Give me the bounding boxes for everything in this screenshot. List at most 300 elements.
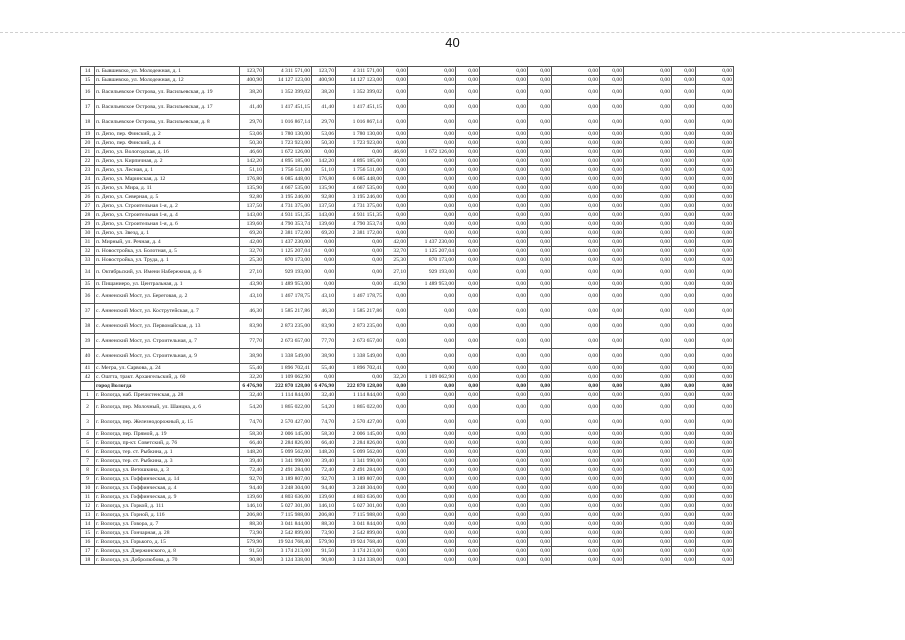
amount-cell: 0,00 xyxy=(696,100,734,115)
table-row xyxy=(81,439,734,448)
amount-cell: 0,00 xyxy=(624,202,672,211)
area-cell: 0,00 xyxy=(384,175,408,184)
amount-cell: 0,00 xyxy=(624,502,672,511)
area-cell: 0,00 xyxy=(600,319,624,334)
amount-cell: 0,00 xyxy=(696,130,734,139)
amount-cell: 0,00 xyxy=(480,334,528,349)
table-row xyxy=(81,130,734,139)
amount-cell: 2 284 826,00 xyxy=(264,439,312,448)
area-cell: 50,30 xyxy=(240,139,264,148)
area-cell: 0,00 xyxy=(528,520,552,529)
amount-cell: 0,00 xyxy=(480,220,528,229)
area-cell: 0,00 xyxy=(672,529,696,538)
address-cell: г. Вологда, ул. Дзержинского, д. 8 xyxy=(95,547,240,556)
area-cell: 51,10 xyxy=(312,166,336,175)
area-cell: 74,70 xyxy=(240,415,264,430)
table-row xyxy=(81,484,734,493)
area-cell: 92,80 xyxy=(240,193,264,202)
area-cell: 0,00 xyxy=(456,148,480,157)
amount-cell: 0,00 xyxy=(696,238,734,247)
amount-cell: 0,00 xyxy=(480,289,528,304)
area-cell: 0,00 xyxy=(672,304,696,319)
amount-cell: 0,00 xyxy=(408,193,456,202)
area-cell: 0,00 xyxy=(600,556,624,565)
amount-cell: 0,00 xyxy=(696,547,734,556)
amount-cell: 0,00 xyxy=(624,67,672,76)
amount-cell: 0,00 xyxy=(480,349,528,364)
amount-cell: 0,00 xyxy=(696,334,734,349)
amount-cell: 6 085 448,00 xyxy=(264,175,312,184)
amount-cell: 0,00 xyxy=(408,493,456,502)
area-cell: 0,00 xyxy=(528,364,552,373)
area-cell: 0,00 xyxy=(672,334,696,349)
area-cell: 142,20 xyxy=(240,157,264,166)
amount-cell: 1 114 844,00 xyxy=(336,391,384,400)
amount-cell: 0,00 xyxy=(624,304,672,319)
address-cell: г. Вологда, ул. Гоффинческая, д. 14 xyxy=(95,475,240,484)
amount-cell: 0,00 xyxy=(480,448,528,457)
amount-cell: 0,00 xyxy=(624,238,672,247)
area-cell: 0,00 xyxy=(600,229,624,238)
table-row xyxy=(81,493,734,502)
amount-cell: 0,00 xyxy=(480,556,528,565)
amount-cell: 0,00 xyxy=(336,238,384,247)
amount-cell: 0,00 xyxy=(696,166,734,175)
area-cell: 90,80 xyxy=(312,556,336,565)
table-row xyxy=(81,238,734,247)
area-cell: 0,00 xyxy=(384,193,408,202)
area-cell: 0,00 xyxy=(456,391,480,400)
area-cell: 0,00 xyxy=(672,448,696,457)
amount-cell: 2 542 899,00 xyxy=(264,529,312,538)
area-cell: 0,00 xyxy=(528,148,552,157)
area-cell: 88,30 xyxy=(312,520,336,529)
amount-cell: 0,00 xyxy=(696,439,734,448)
area-cell: 0,00 xyxy=(456,247,480,256)
address-cell: п. Бывшевско, ул. Молодежная, д. 1 xyxy=(95,67,240,76)
amount-cell: 4 895 185,00 xyxy=(264,157,312,166)
area-cell: 0,00 xyxy=(456,229,480,238)
amount-cell: 870 173,00 xyxy=(408,256,456,265)
area-cell: 55,40 xyxy=(312,364,336,373)
area-cell: 0,00 xyxy=(528,238,552,247)
area-cell: 0,00 xyxy=(528,334,552,349)
amount-cell: 0,00 xyxy=(480,211,528,220)
area-cell: 0,00 xyxy=(600,220,624,229)
area-cell: 38,90 xyxy=(312,349,336,364)
area-cell: 0,00 xyxy=(600,391,624,400)
area-cell: 32,70 xyxy=(240,247,264,256)
row-number-cell: 41 xyxy=(81,364,95,373)
amount-cell: 0,00 xyxy=(480,247,528,256)
area-cell: 43,10 xyxy=(312,289,336,304)
amount-cell: 0,00 xyxy=(408,202,456,211)
amount-cell: 0,00 xyxy=(408,448,456,457)
area-cell: 29,70 xyxy=(312,115,336,130)
area-cell: 0,00 xyxy=(672,547,696,556)
amount-cell: 0,00 xyxy=(480,439,528,448)
area-cell: 0,00 xyxy=(528,184,552,193)
area-cell: 148,20 xyxy=(240,448,264,457)
amount-cell: 2 873 235,00 xyxy=(336,319,384,334)
area-cell: 72,40 xyxy=(312,466,336,475)
area-cell: 32,40 xyxy=(240,391,264,400)
amount-cell: 0,00 xyxy=(552,484,600,493)
amount-cell: 3 174 213,00 xyxy=(264,547,312,556)
address-cell: п. Депо, ул. Лесная, д. 1 xyxy=(95,166,240,175)
area-cell: 0,00 xyxy=(456,67,480,76)
address-cell: п. Депо, ул. Северная, д. 5 xyxy=(95,193,240,202)
table-row xyxy=(81,400,734,415)
area-cell: 46,30 xyxy=(240,304,264,319)
amount-cell: 0,00 xyxy=(480,157,528,166)
amount-cell: 4 803 636,00 xyxy=(336,493,384,502)
amount-cell: 3 195 246,00 xyxy=(336,193,384,202)
amount-cell: 0,00 xyxy=(624,139,672,148)
amount-cell: 1 756 511,00 xyxy=(264,166,312,175)
area-cell: 176,80 xyxy=(240,175,264,184)
area-cell: 46,30 xyxy=(312,304,336,319)
amount-cell: 0,00 xyxy=(552,364,600,373)
amount-cell: 0,00 xyxy=(480,85,528,100)
table-row xyxy=(81,511,734,520)
table-row xyxy=(81,475,734,484)
area-cell: 0,00 xyxy=(528,166,552,175)
area-cell: 142,20 xyxy=(312,157,336,166)
area-cell: 579,90 xyxy=(312,538,336,547)
address-cell: с. Анненский Мост, ул. Первомайская, д. 13 xyxy=(95,319,240,334)
amount-cell: 0,00 xyxy=(552,511,600,520)
amount-cell: 0,00 xyxy=(552,280,600,289)
address-cell: город Вологда xyxy=(95,382,240,391)
amount-cell: 0,00 xyxy=(480,457,528,466)
amount-cell: 0,00 xyxy=(480,415,528,430)
amount-cell: 2 006 145,00 xyxy=(336,430,384,439)
amount-cell: 0,00 xyxy=(624,373,672,382)
amount-cell: 0,00 xyxy=(480,256,528,265)
amount-cell: 2 381 172,00 xyxy=(336,229,384,238)
housing-table xyxy=(80,66,734,565)
row-number-cell: 26 xyxy=(81,193,95,202)
area-cell: 0,00 xyxy=(456,289,480,304)
address-cell: г. Вологда, ул. Горной, д. 116 xyxy=(95,511,240,520)
address-cell: г. Вологда, ул. Говора, д. 7 xyxy=(95,520,240,529)
amount-cell: 1 016 867,14 xyxy=(264,115,312,130)
area-cell: 0,00 xyxy=(672,130,696,139)
address-cell: с. Анненский Мост, ул. Строительная, д. 7 xyxy=(95,334,240,349)
amount-cell: 0,00 xyxy=(408,556,456,565)
amount-cell: 0,00 xyxy=(552,349,600,364)
area-cell: 176,80 xyxy=(312,175,336,184)
area-cell: 0,00 xyxy=(672,466,696,475)
amount-cell: 0,00 xyxy=(408,100,456,115)
area-cell: 146,10 xyxy=(240,502,264,511)
amount-cell: 0,00 xyxy=(696,400,734,415)
area-cell: 41,40 xyxy=(240,100,264,115)
area-cell: 0,00 xyxy=(456,484,480,493)
address-cell: п. Депо, ул. Маринская, д. 12 xyxy=(95,175,240,184)
amount-cell: 3 041 844,00 xyxy=(264,520,312,529)
row-number-cell: 22 xyxy=(81,157,95,166)
row-number-cell: 25 xyxy=(81,184,95,193)
amount-cell: 3 248 304,00 xyxy=(264,484,312,493)
amount-cell: 0,00 xyxy=(624,130,672,139)
table-row xyxy=(81,202,734,211)
amount-cell: 19 924 768,40 xyxy=(264,538,312,547)
row-number-cell: 2 xyxy=(81,400,95,415)
area-cell: 0,00 xyxy=(528,475,552,484)
area-cell: 0,00 xyxy=(384,415,408,430)
amount-cell: 0,00 xyxy=(552,373,600,382)
area-cell: 0,00 xyxy=(456,166,480,175)
amount-cell: 0,00 xyxy=(408,511,456,520)
area-cell: 92,80 xyxy=(312,193,336,202)
amount-cell: 0,00 xyxy=(552,415,600,430)
area-cell: 0,00 xyxy=(672,193,696,202)
area-cell: 0,00 xyxy=(384,130,408,139)
amount-cell: 0,00 xyxy=(696,139,734,148)
page-number: 40 xyxy=(445,35,460,50)
amount-cell: 0,00 xyxy=(552,220,600,229)
table-row xyxy=(81,529,734,538)
area-cell: 0,00 xyxy=(528,538,552,547)
area-cell: 0,00 xyxy=(672,280,696,289)
table-body xyxy=(81,67,734,565)
area-cell: 0,00 xyxy=(384,67,408,76)
row-number-cell: 36 xyxy=(81,289,95,304)
address-cell: г. Вологда, ул. Гончарная, д. 28 xyxy=(95,529,240,538)
amount-cell: 0,00 xyxy=(696,115,734,130)
amount-cell: 1 672 126,00 xyxy=(264,148,312,157)
area-cell: 0,00 xyxy=(528,457,552,466)
area-cell: 91,50 xyxy=(240,547,264,556)
amount-cell: 0,00 xyxy=(624,193,672,202)
area-cell: 91,50 xyxy=(312,547,336,556)
amount-cell: 0,00 xyxy=(552,115,600,130)
amount-cell: 0,00 xyxy=(624,319,672,334)
area-cell: 0,00 xyxy=(456,520,480,529)
amount-cell: 0,00 xyxy=(624,400,672,415)
table-row xyxy=(81,148,734,157)
table-row xyxy=(81,304,734,319)
area-cell: 400,90 xyxy=(312,76,336,85)
area-cell: 25,30 xyxy=(240,256,264,265)
amount-cell: 0,00 xyxy=(552,193,600,202)
table-row xyxy=(81,289,734,304)
amount-cell: 0,00 xyxy=(408,466,456,475)
area-cell: 400,90 xyxy=(240,76,264,85)
amount-cell: 870 173,00 xyxy=(264,256,312,265)
amount-cell: 0,00 xyxy=(624,538,672,547)
area-cell: 0,00 xyxy=(384,391,408,400)
area-cell: 94,40 xyxy=(240,484,264,493)
area-cell: 0,00 xyxy=(528,211,552,220)
area-cell: 0,00 xyxy=(672,538,696,547)
table-row xyxy=(81,466,734,475)
amount-cell: 0,00 xyxy=(480,391,528,400)
amount-cell: 0,00 xyxy=(480,547,528,556)
amount-cell: 0,00 xyxy=(552,391,600,400)
area-cell: 0,00 xyxy=(456,529,480,538)
amount-cell: 1 672 126,00 xyxy=(408,148,456,157)
address-cell: г. Вологда, ул. Горького, д. 15 xyxy=(95,538,240,547)
amount-cell: 1 467 178,75 xyxy=(264,289,312,304)
area-cell: 0,00 xyxy=(528,382,552,391)
amount-cell: 0,00 xyxy=(552,229,600,238)
amount-cell: 0,00 xyxy=(696,448,734,457)
address-cell: п. Васильевское Острова, ул. Васильевская, д. 19 xyxy=(95,85,240,100)
amount-cell: 0,00 xyxy=(624,148,672,157)
area-cell: 0,00 xyxy=(456,220,480,229)
amount-cell: 1 723 923,00 xyxy=(336,139,384,148)
area-cell: 0,00 xyxy=(384,85,408,100)
area-cell: 0,00 xyxy=(600,448,624,457)
table-row xyxy=(81,184,734,193)
area-cell: 0,00 xyxy=(456,85,480,100)
amount-cell: 4 790 353,74 xyxy=(264,220,312,229)
address-cell: г. Вологда, наб. Пречистенская, д. 28 xyxy=(95,391,240,400)
amount-cell: 0,00 xyxy=(624,247,672,256)
amount-cell: 0,00 xyxy=(624,430,672,439)
amount-cell: 0,00 xyxy=(408,319,456,334)
area-cell: 0,00 xyxy=(672,382,696,391)
area-cell: 0,00 xyxy=(456,457,480,466)
area-cell: 43,90 xyxy=(240,280,264,289)
table-row xyxy=(81,457,734,466)
amount-cell: 0,00 xyxy=(624,100,672,115)
area-cell: 0,00 xyxy=(600,157,624,166)
amount-cell: 0,00 xyxy=(552,538,600,547)
amount-cell: 0,00 xyxy=(408,349,456,364)
row-number-cell: 13 xyxy=(81,511,95,520)
amount-cell: 0,00 xyxy=(552,238,600,247)
table-row xyxy=(81,520,734,529)
address-cell: п. Депо, пер. Финский, д. 4 xyxy=(95,139,240,148)
amount-cell: 5 027 301,00 xyxy=(264,502,312,511)
amount-cell: 0,00 xyxy=(408,520,456,529)
amount-cell: 0,00 xyxy=(624,493,672,502)
area-cell: 0,00 xyxy=(672,319,696,334)
amount-cell: 0,00 xyxy=(480,76,528,85)
area-cell: 0,00 xyxy=(672,457,696,466)
area-cell: 58,30 xyxy=(240,430,264,439)
amount-cell: 19 924 768,40 xyxy=(336,538,384,547)
address-cell: г. Вологда, пер. Молочный, ул. Шанцна, д. 6 xyxy=(95,400,240,415)
area-cell: 0,00 xyxy=(600,439,624,448)
amount-cell: 0,00 xyxy=(624,220,672,229)
area-cell: 0,00 xyxy=(384,466,408,475)
area-cell: 0,00 xyxy=(600,430,624,439)
amount-cell: 4 931 151,35 xyxy=(336,211,384,220)
amount-cell: 0,00 xyxy=(624,415,672,430)
area-cell: 0,00 xyxy=(456,349,480,364)
amount-cell: 7 115 988,00 xyxy=(336,511,384,520)
amount-cell: 0,00 xyxy=(480,511,528,520)
address-cell: г. Вологда, пр-кт. Советский, д. 76 xyxy=(95,439,240,448)
area-cell: 0,00 xyxy=(672,430,696,439)
area-cell: 0,00 xyxy=(528,157,552,166)
row-number-cell: 11 xyxy=(81,493,95,502)
area-cell: 0,00 xyxy=(672,511,696,520)
row-number-cell: 20 xyxy=(81,139,95,148)
amount-cell: 1 352 399,02 xyxy=(264,85,312,100)
area-cell: 0,00 xyxy=(456,511,480,520)
amount-cell: 0,00 xyxy=(408,67,456,76)
amount-cell: 0,00 xyxy=(408,229,456,238)
area-cell: 0,00 xyxy=(672,115,696,130)
area-cell: 0,00 xyxy=(528,193,552,202)
amount-cell: 0,00 xyxy=(480,400,528,415)
amount-cell: 1 723 923,00 xyxy=(264,139,312,148)
address-cell: п. Васильевское Острова, ул. Васильевская, д. 8 xyxy=(95,115,240,130)
amount-cell: 0,00 xyxy=(552,202,600,211)
amount-cell: 7 115 988,00 xyxy=(264,511,312,520)
amount-cell: 0,00 xyxy=(480,382,528,391)
amount-cell: 1 125 207,04 xyxy=(264,247,312,256)
area-cell: 139,60 xyxy=(312,493,336,502)
row-number-cell: 14 xyxy=(81,67,95,76)
area-cell: 0,00 xyxy=(672,202,696,211)
amount-cell: 0,00 xyxy=(408,184,456,193)
area-cell: 0,00 xyxy=(456,115,480,130)
area-cell: 90,80 xyxy=(240,556,264,565)
area-cell: 0,00 xyxy=(312,280,336,289)
area-cell: 0,00 xyxy=(528,139,552,148)
area-cell: 0,00 xyxy=(600,415,624,430)
row-number-cell: 31 xyxy=(81,238,95,247)
amount-cell: 0,00 xyxy=(408,415,456,430)
table-row xyxy=(81,382,734,391)
amount-cell: 0,00 xyxy=(480,67,528,76)
address-cell: п. Депо, ул. Кирпичная, д. 2 xyxy=(95,157,240,166)
area-cell: 0,00 xyxy=(312,265,336,280)
area-cell: 0,00 xyxy=(528,280,552,289)
amount-cell: 0,00 xyxy=(696,415,734,430)
amount-cell: 0,00 xyxy=(480,520,528,529)
area-cell: 0,00 xyxy=(672,391,696,400)
area-cell: 0,00 xyxy=(384,457,408,466)
area-cell: 123,70 xyxy=(240,67,264,76)
area-cell: 0,00 xyxy=(528,430,552,439)
amount-cell: 222 870 128,00 xyxy=(336,382,384,391)
area-cell: 0,00 xyxy=(600,67,624,76)
amount-cell: 0,00 xyxy=(624,484,672,493)
amount-cell: 0,00 xyxy=(480,475,528,484)
area-cell: 0,00 xyxy=(672,364,696,373)
address-cell: п. Депо, ул. Вологодская, д. 16 xyxy=(95,148,240,157)
area-cell: 0,00 xyxy=(600,400,624,415)
amount-cell: 0,00 xyxy=(624,166,672,175)
area-cell: 43,10 xyxy=(240,289,264,304)
area-cell: 0,00 xyxy=(672,166,696,175)
area-cell: 0,00 xyxy=(528,448,552,457)
amount-cell: 0,00 xyxy=(696,382,734,391)
area-cell: 0,00 xyxy=(600,475,624,484)
area-cell: 0,00 xyxy=(528,415,552,430)
row-number-cell: 3 xyxy=(81,415,95,430)
amount-cell: 0,00 xyxy=(408,391,456,400)
amount-cell: 0,00 xyxy=(408,439,456,448)
amount-cell: 0,00 xyxy=(480,100,528,115)
area-cell: 0,00 xyxy=(456,175,480,184)
row-number-cell: 8 xyxy=(81,466,95,475)
amount-cell: 0,00 xyxy=(408,475,456,484)
amount-cell: 0,00 xyxy=(624,175,672,184)
area-cell: 0,00 xyxy=(528,202,552,211)
amount-cell: 0,00 xyxy=(552,100,600,115)
amount-cell: 0,00 xyxy=(552,304,600,319)
row-number-cell: 24 xyxy=(81,175,95,184)
